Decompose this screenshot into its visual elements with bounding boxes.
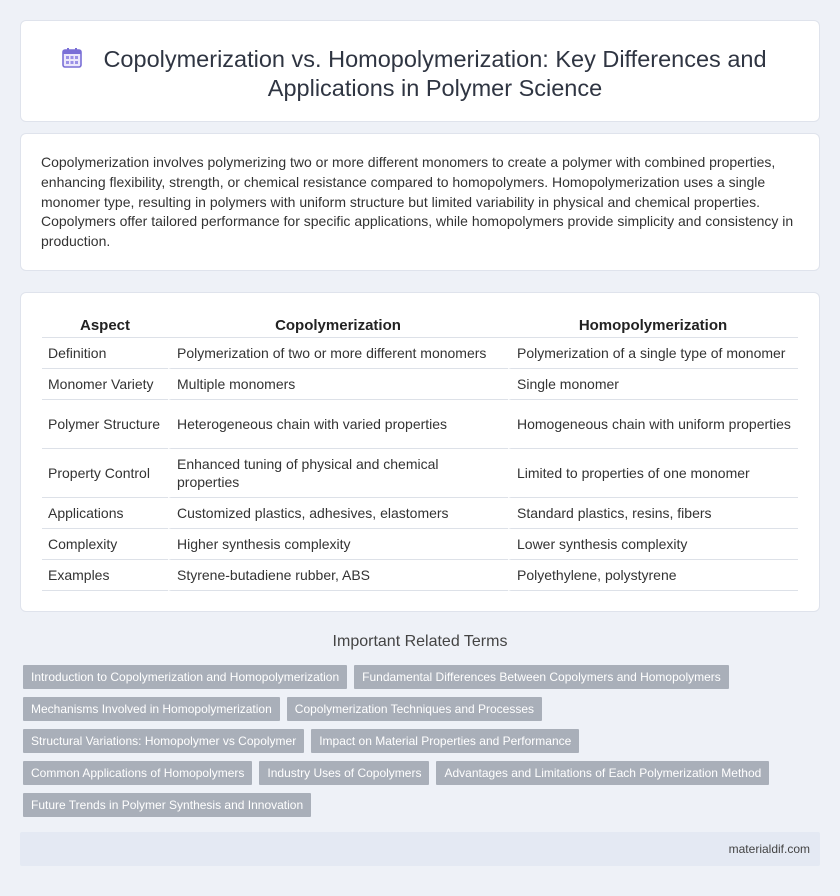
cell-homopolymerization: Polyethylene, polystyrene [508, 560, 798, 591]
tag-row [23, 761, 783, 785]
tag-row [23, 665, 783, 689]
related-term-link[interactable]: Common Applications of Homopolymers [23, 761, 252, 785]
related-term-link[interactable]: Introduction to Copolymerization and Homopolymerization [23, 665, 347, 689]
cell-homopolymerization: Lower synthesis complexity [508, 529, 798, 560]
table-header-row [42, 317, 798, 338]
tag-row [23, 793, 783, 817]
comparison-table [42, 317, 798, 591]
cell-aspect: Complexity [42, 529, 168, 560]
cell-copolymerization: Enhanced tuning of physical and chemical properties [168, 449, 508, 498]
related-term-link[interactable]: Structural Variations: Homopolymer vs Copolymer [23, 729, 304, 753]
table-row [42, 369, 798, 400]
table-row [42, 400, 798, 449]
related-term-link[interactable]: Future Trends in Polymer Synthesis and Innovation [23, 793, 311, 817]
header-homopolymerization: Homopolymerization [508, 317, 798, 338]
tag-row [23, 729, 783, 753]
cell-aspect: Polymer Structure [42, 400, 168, 449]
cell-homopolymerization: Standard plastics, resins, fibers [508, 498, 798, 529]
cell-homopolymerization: Single monomer [508, 369, 798, 400]
related-term-link[interactable]: Impact on Material Properties and Performance [311, 729, 579, 753]
table-row [42, 338, 798, 369]
cell-aspect: Property Control [42, 449, 168, 498]
cell-homopolymerization: Homogeneous chain with uniform properties [508, 400, 798, 449]
page-title: Copolymerization vs. Homopolymerization: Key Differences and Applications in Polymer Science [103, 46, 767, 101]
tag-row [23, 697, 783, 721]
related-terms-list [23, 665, 783, 825]
footer-site-link[interactable]: materialdif.com [728, 842, 810, 856]
table-row [42, 560, 798, 591]
related-term-link[interactable]: Mechanisms Involved in Homopolymerization [23, 697, 280, 721]
cell-copolymerization: Heterogeneous chain with varied properties [168, 400, 508, 449]
footer [20, 832, 820, 866]
cell-homopolymerization: Polymerization of a single type of monomer [508, 338, 798, 369]
header-copolymerization: Copolymerization [168, 317, 508, 338]
related-term-link[interactable]: Advantages and Limitations of Each Polymerization Method [436, 761, 769, 785]
cell-aspect: Definition [42, 338, 168, 369]
cell-copolymerization: Multiple monomers [168, 369, 508, 400]
header-aspect: Aspect [42, 317, 168, 338]
table-row [42, 529, 798, 560]
related-terms-heading: Important Related Terms [332, 633, 508, 650]
table-row [42, 498, 798, 529]
related-term-link[interactable]: Industry Uses of Copolymers [259, 761, 429, 785]
cell-copolymerization: Customized plastics, adhesives, elastomers [168, 498, 508, 529]
cell-aspect: Monomer Variety [42, 369, 168, 400]
cell-copolymerization: Higher synthesis complexity [168, 529, 508, 560]
intro-paragraph: Copolymerization involves polymerizing two or more different monomers to create a polymer with combined properties, enhancing flexibility, strength, or chemical resistance compared to homopolymers. Homopolymerization uses a single monomer type, resulting in polymers with uniform structure but limited variability in physical and chemical properties. Copolymers offer tailored performance for specific applications, while homopolymers provide simplicity and consistency in production. [41, 154, 794, 250]
related-term-link[interactable]: Copolymerization Techniques and Processes [287, 697, 542, 721]
cell-aspect: Examples [42, 560, 168, 591]
cell-aspect: Applications [42, 498, 168, 529]
comparison-card [20, 292, 820, 612]
cell-homopolymerization: Limited to properties of one monomer [508, 449, 798, 498]
title-card [20, 20, 820, 122]
cell-copolymerization: Polymerization of two or more different monomers [168, 338, 508, 369]
related-term-link[interactable]: Fundamental Differences Between Copolymers and Homopolymers [354, 665, 729, 689]
cell-copolymerization: Styrene-butadiene rubber, ABS [168, 560, 508, 591]
table-row [42, 449, 798, 498]
intro-card [20, 133, 820, 271]
